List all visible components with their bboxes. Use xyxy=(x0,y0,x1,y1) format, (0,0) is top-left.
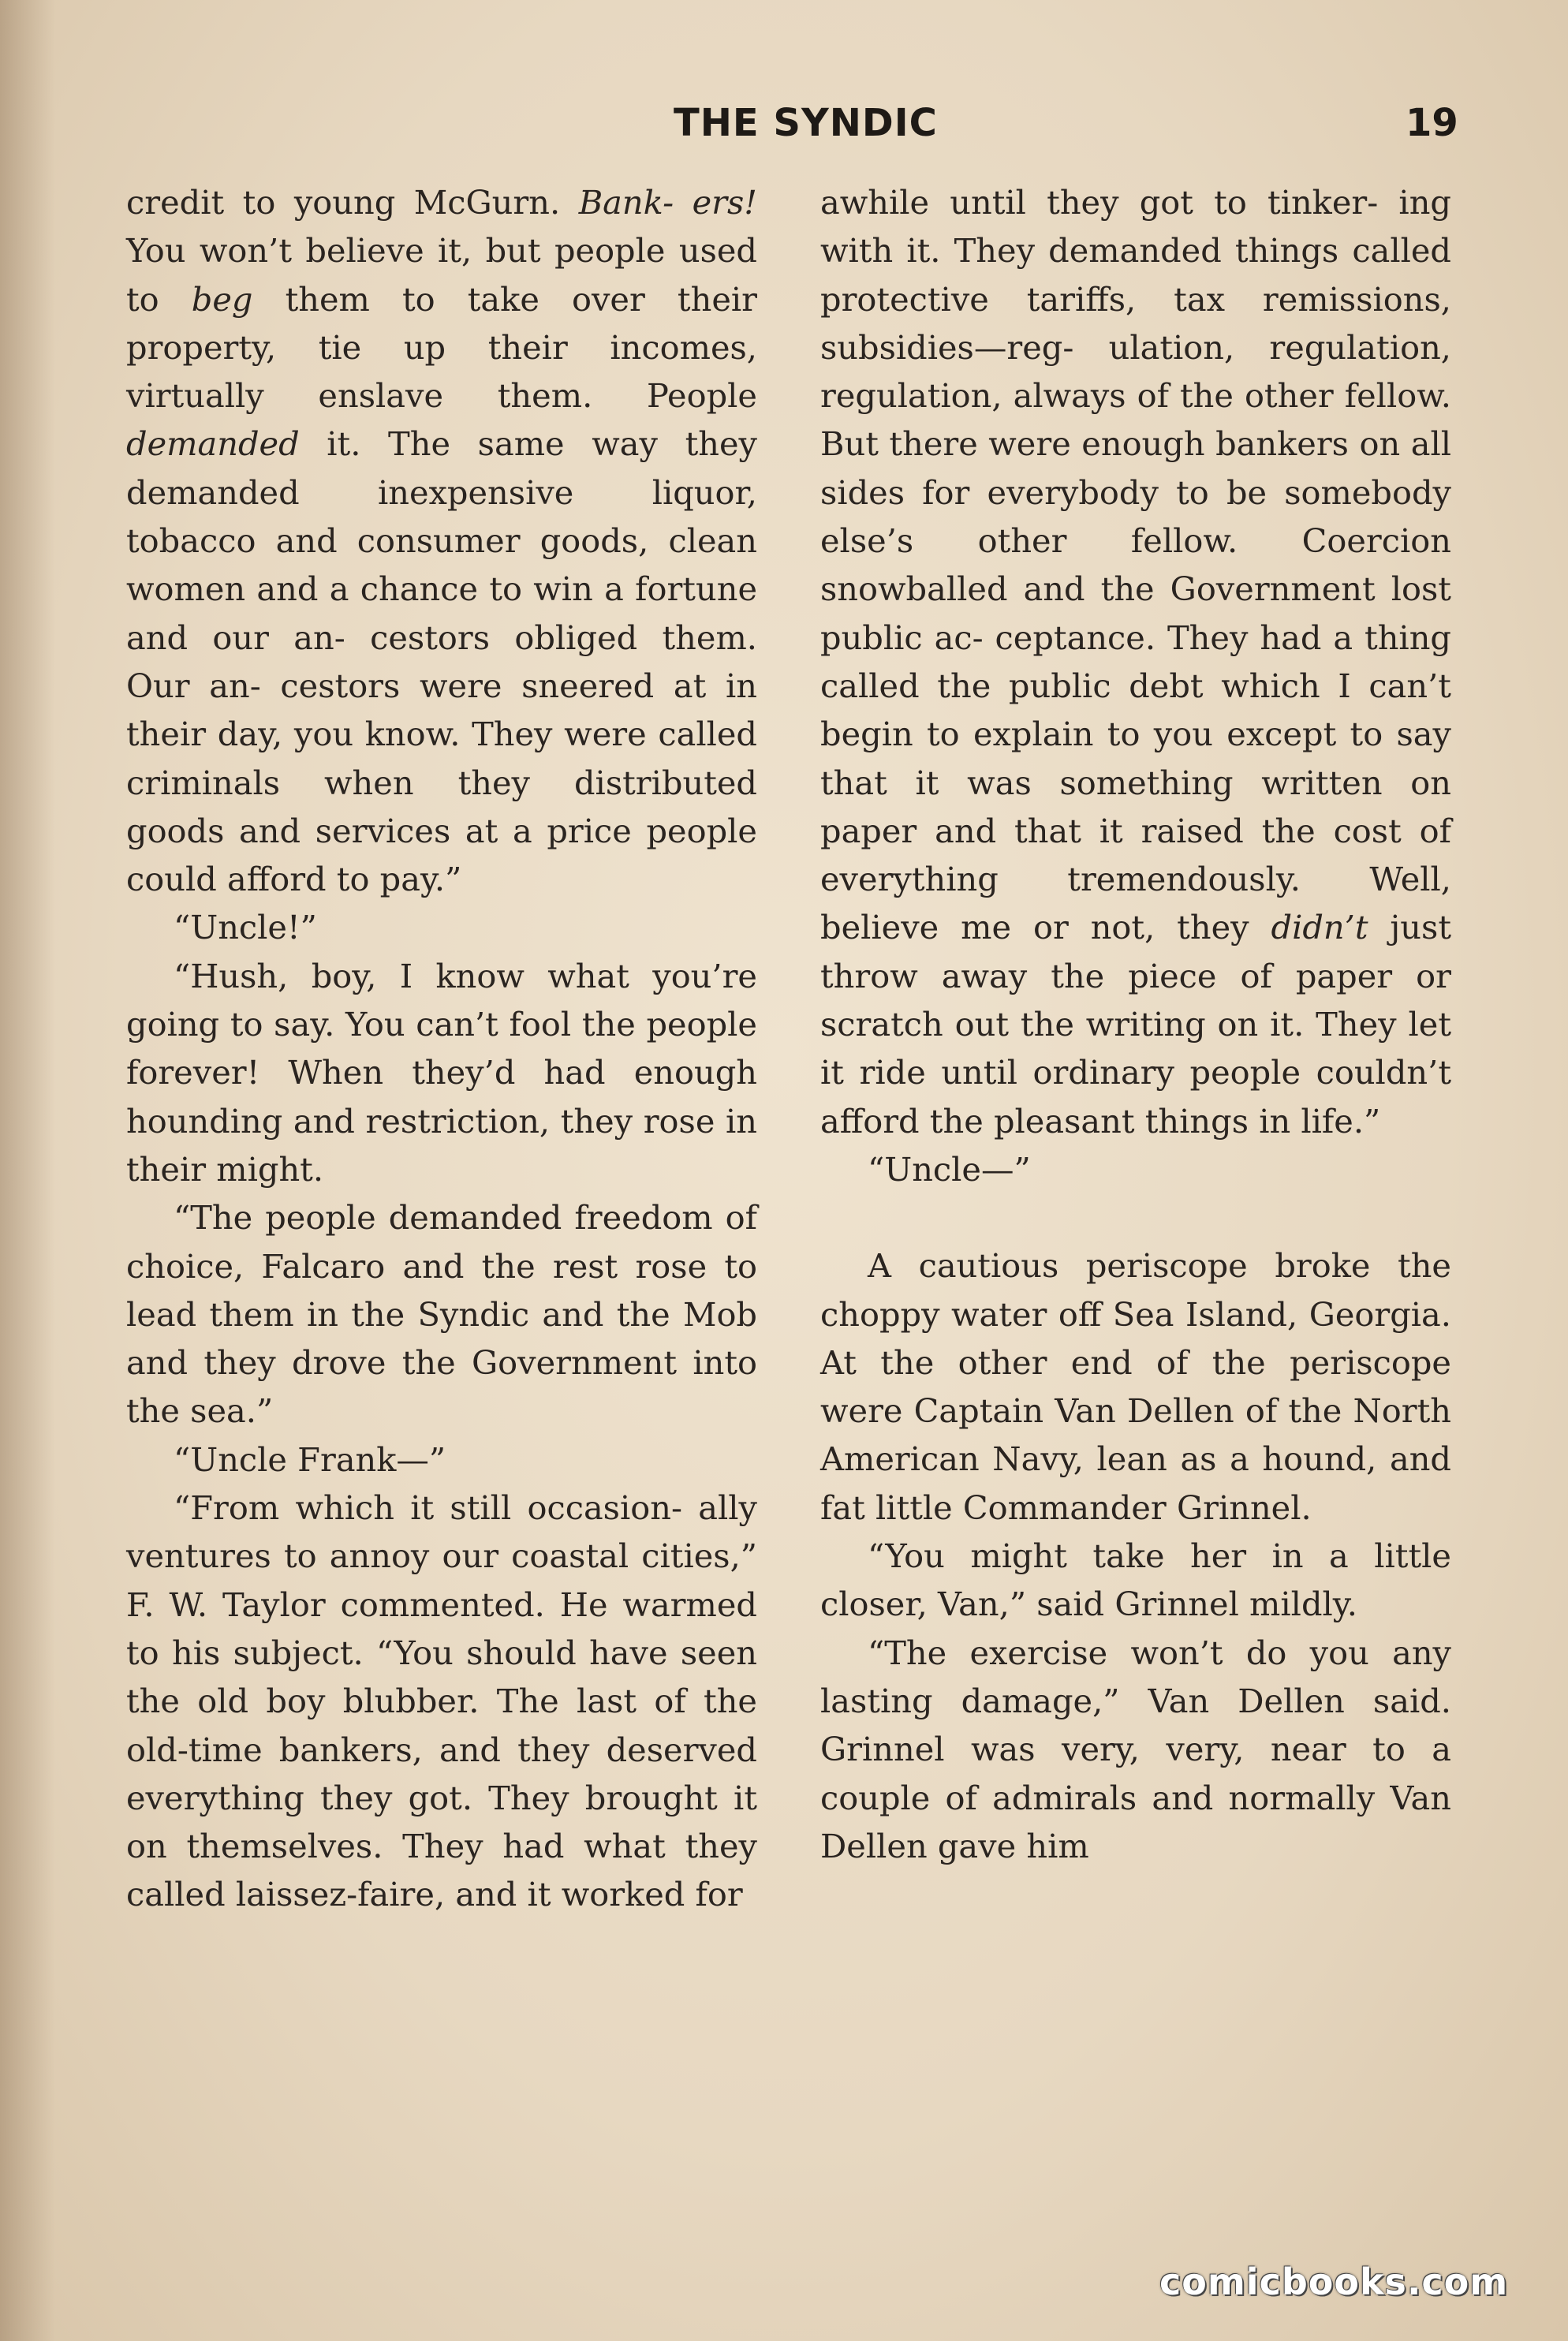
italic-text: Bank- ers! xyxy=(578,183,757,222)
spine-shadow xyxy=(0,0,55,2341)
paragraph xyxy=(126,1193,757,1435)
italic-text: didn’t xyxy=(1271,908,1368,947)
text-run: A cautious periscope broke the choppy water off Sea Island, Georgia. At the other end of the periscope were Captain Van Dellen of the North American Navy, lean as a hound, and fat little Commander Grinnel. xyxy=(820,1246,1451,1527)
paragraph xyxy=(820,1241,1451,1532)
page-number: 19 xyxy=(1406,101,1458,145)
paragraph xyxy=(126,178,757,903)
paragraph xyxy=(820,1629,1451,1870)
text-run: credit to young McGurn. xyxy=(126,183,579,222)
text-run: “Uncle!” xyxy=(174,908,317,947)
right-text-column xyxy=(820,178,1451,1870)
italic-text: demanded xyxy=(126,424,300,464)
running-title: THE SYNDIC xyxy=(674,101,938,145)
paragraph xyxy=(126,1484,757,1919)
paragraph xyxy=(820,178,1451,1145)
watermark: comicbooks.com xyxy=(1159,2261,1509,2303)
paragraph xyxy=(126,952,757,1193)
text-run: “You might take her in a little closer, Van,” said Grinnel mildly. xyxy=(820,1536,1451,1624)
text-run: just throw away the piece of paper or scratch out the writing on it. They let it ride until ordinary people couldn’t afford the pleasant things in life.” xyxy=(820,908,1451,1141)
italic-text: beg xyxy=(191,279,253,319)
paragraph xyxy=(126,903,757,951)
text-run: it. The same way they demanded inexpensive liquor, tobacco and consumer goods, clean women and a chance to win a fortune and our an- cestors obliged them. Our an- cestors were sneered at in their day, you know. They were called criminals when they distributed goods and services at a price people could afford to pay.” xyxy=(126,424,757,899)
paragraph xyxy=(126,1436,757,1484)
running-head xyxy=(0,101,1568,164)
text-run: “Uncle Frank—” xyxy=(174,1439,446,1479)
left-text-column xyxy=(126,178,757,1919)
text-run: “The people demanded freedom of choice, Falcaro and the rest rose to lead them in the Syndic and the Mob and they drove the Government into the sea.” xyxy=(126,1198,757,1431)
text-run: “From which it still occasion- ally ventures to annoy our coastal cities,” F. W. Taylor commented. He warmed to his subject. “You should have seen the old boy blubber. The last of the old-time bankers, and they deserved everything they got. They brought it on themselves. They had what they called laissez-faire, and it worked for xyxy=(126,1488,757,1914)
paragraph xyxy=(820,1532,1451,1629)
paragraph xyxy=(820,1145,1451,1193)
text-run: “The exercise won’t do you any lasting damage,” Van Dellen said. Grinnel was very, very, near to a couple of admirals and normally Van Dellen gave him xyxy=(820,1633,1451,1865)
text-run: “Uncle—” xyxy=(868,1149,1031,1189)
text-run: awhile until they got to tinker- ing with it. They demanded things called protective tariffs, tax remissions, subsidies—reg- ulation, regulation, regulation, always of the other fellow. But there were enough bankers on all sides for everybody to be somebody else’s other fellow. Coercion snowballed and the Government lost public ac- ceptance. They had a thing called the public debt which I can’t begin to explain to you except to say that it was something written on paper and that it raised the cost of everything tremendously. Well, believe me or not, they xyxy=(820,183,1451,947)
text-run: them to take over their property, tie up their incomes, virtually enslave them. People xyxy=(126,279,757,416)
text-run: “Hush, boy, I know what you’re going to say. You can’t fool the people forever! When they’d had enough hounding and restriction, they rose in their might. xyxy=(126,956,757,1189)
text-run: You won’t believe it, but people used to xyxy=(126,231,757,319)
